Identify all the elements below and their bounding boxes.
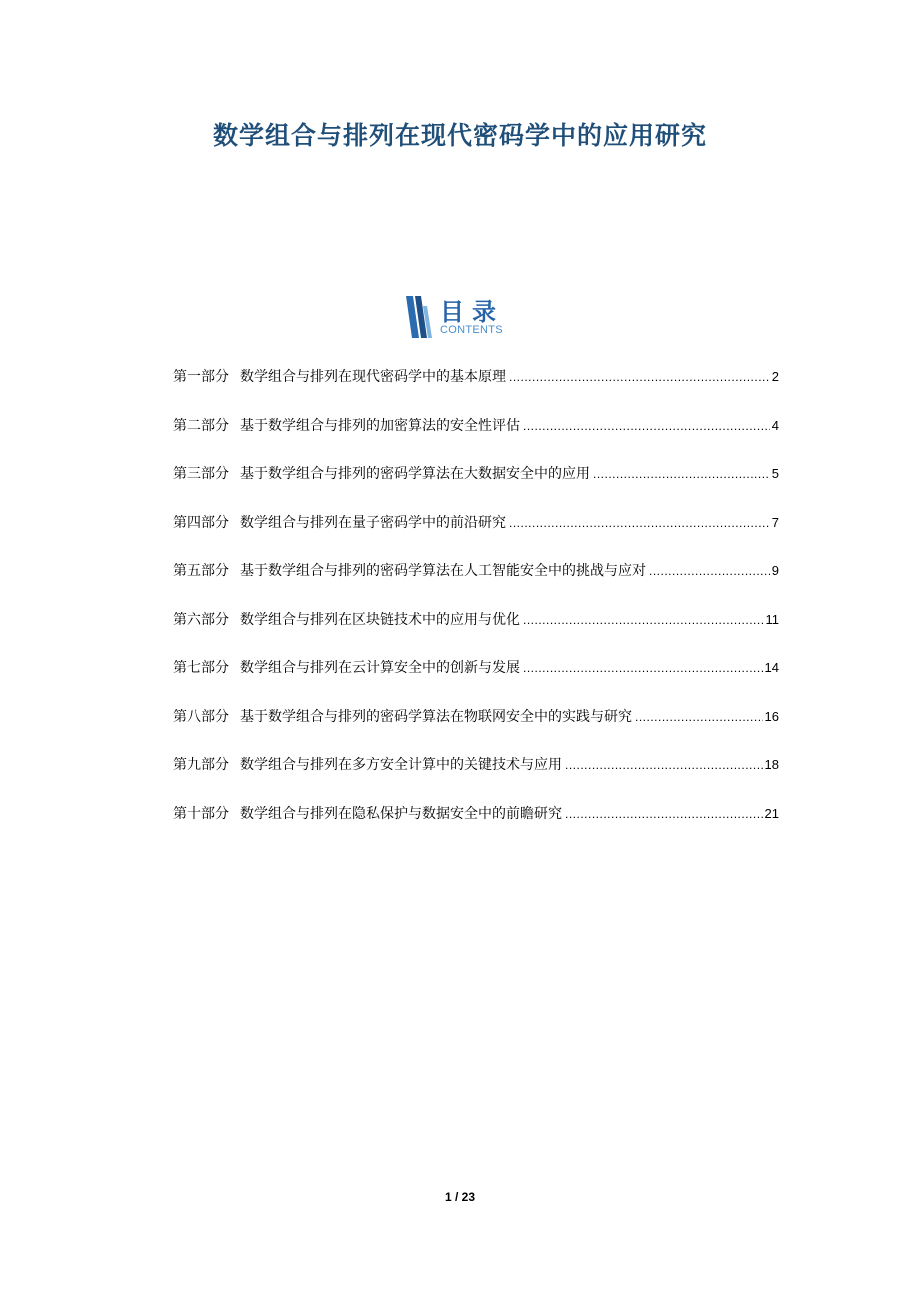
toc-entry-page: 4 bbox=[771, 417, 779, 433]
toc-entry-page: 5 bbox=[771, 466, 779, 481]
toc-entry-title: 数学组合与排列在多方安全计算中的关键技术与应用 bbox=[240, 757, 562, 773]
toc-entry-title: 基于数学组合与排列的密码学算法在人工智能安全中的挑战与应对 bbox=[240, 563, 646, 579]
toc-entry[interactable] bbox=[173, 409, 779, 458]
toc-entry-title: 数学组合与排列在云计算安全中的创新与发展 bbox=[240, 660, 520, 676]
toc-entry[interactable] bbox=[173, 360, 779, 409]
toc-leader-dots bbox=[509, 360, 770, 394]
toc-entry[interactable] bbox=[173, 603, 779, 652]
page-indicator: 1 / 23 bbox=[444, 1190, 476, 1204]
toc-leader-dots bbox=[635, 700, 763, 734]
toc-heading-title: 目录 bbox=[440, 298, 504, 326]
toc-entry-title: 数学组合与排列在量子密码学中的前沿研究 bbox=[240, 514, 506, 531]
toc-entry-page: 9 bbox=[771, 563, 779, 578]
toc-entry-title: 基于数学组合与排列的密码学算法在物联网安全中的实践与研究 bbox=[240, 708, 632, 725]
toc-entry[interactable] bbox=[173, 700, 779, 749]
toc-leader-dots bbox=[565, 748, 763, 782]
toc-leader-dots bbox=[565, 797, 763, 831]
toc-list bbox=[173, 360, 779, 845]
toc-entry-part: 第一部分 bbox=[173, 369, 229, 385]
toc-entry[interactable] bbox=[173, 748, 779, 797]
toc-entry-title: 数学组合与排列在隐私保护与数据安全中的前瞻研究 bbox=[240, 805, 562, 822]
toc-entry-part: 第十部分 bbox=[173, 805, 229, 822]
toc-entry-page: 2 bbox=[771, 369, 779, 384]
toc-entry-part: 第六部分 bbox=[173, 611, 229, 628]
toc-entry[interactable] bbox=[173, 506, 779, 555]
toc-entry[interactable] bbox=[173, 797, 779, 846]
toc-entry-title: 基于数学组合与排列的密码学算法在大数据安全中的应用 bbox=[240, 466, 590, 482]
contents-logo-icon bbox=[406, 296, 432, 338]
toc-leader-dots bbox=[593, 457, 770, 491]
toc-entry[interactable] bbox=[173, 554, 779, 603]
toc-leader-dots bbox=[523, 409, 770, 443]
toc-entry[interactable] bbox=[173, 651, 779, 700]
toc-entry-page: 16 bbox=[764, 708, 779, 724]
toc-entry-title: 数学组合与排列在区块链技术中的应用与优化 bbox=[240, 611, 520, 628]
toc-entry-page: 18 bbox=[764, 757, 779, 772]
document-title: 数学组合与排列在现代密码学中的应用研究 bbox=[212, 121, 707, 150]
toc-entry-part: 第三部分 bbox=[173, 466, 229, 482]
toc-entry-part: 第五部分 bbox=[173, 563, 229, 579]
toc-entry-part: 第四部分 bbox=[173, 514, 229, 531]
toc-entry-page: 14 bbox=[764, 660, 779, 675]
toc-entry-page: 21 bbox=[764, 805, 779, 821]
toc-entry-part: 第二部分 bbox=[173, 417, 229, 434]
toc-entry-part: 第七部分 bbox=[173, 660, 229, 676]
toc-leader-dots bbox=[523, 603, 764, 637]
toc-entry-page: 7 bbox=[771, 514, 779, 530]
toc-heading bbox=[400, 294, 530, 342]
toc-entry-title: 基于数学组合与排列的加密算法的安全性评估 bbox=[240, 417, 520, 434]
toc-leader-dots bbox=[509, 506, 770, 540]
toc-entry-title: 数学组合与排列在现代密码学中的基本原理 bbox=[240, 369, 506, 385]
toc-leader-dots bbox=[523, 651, 763, 685]
toc-entry-page: 11 bbox=[765, 611, 779, 627]
toc-entry-part: 第九部分 bbox=[173, 757, 229, 773]
toc-heading-subtitle: CONTENTS bbox=[440, 324, 503, 336]
toc-entry[interactable] bbox=[173, 457, 779, 506]
toc-entry-part: 第八部分 bbox=[173, 708, 229, 725]
toc-leader-dots bbox=[649, 554, 770, 588]
